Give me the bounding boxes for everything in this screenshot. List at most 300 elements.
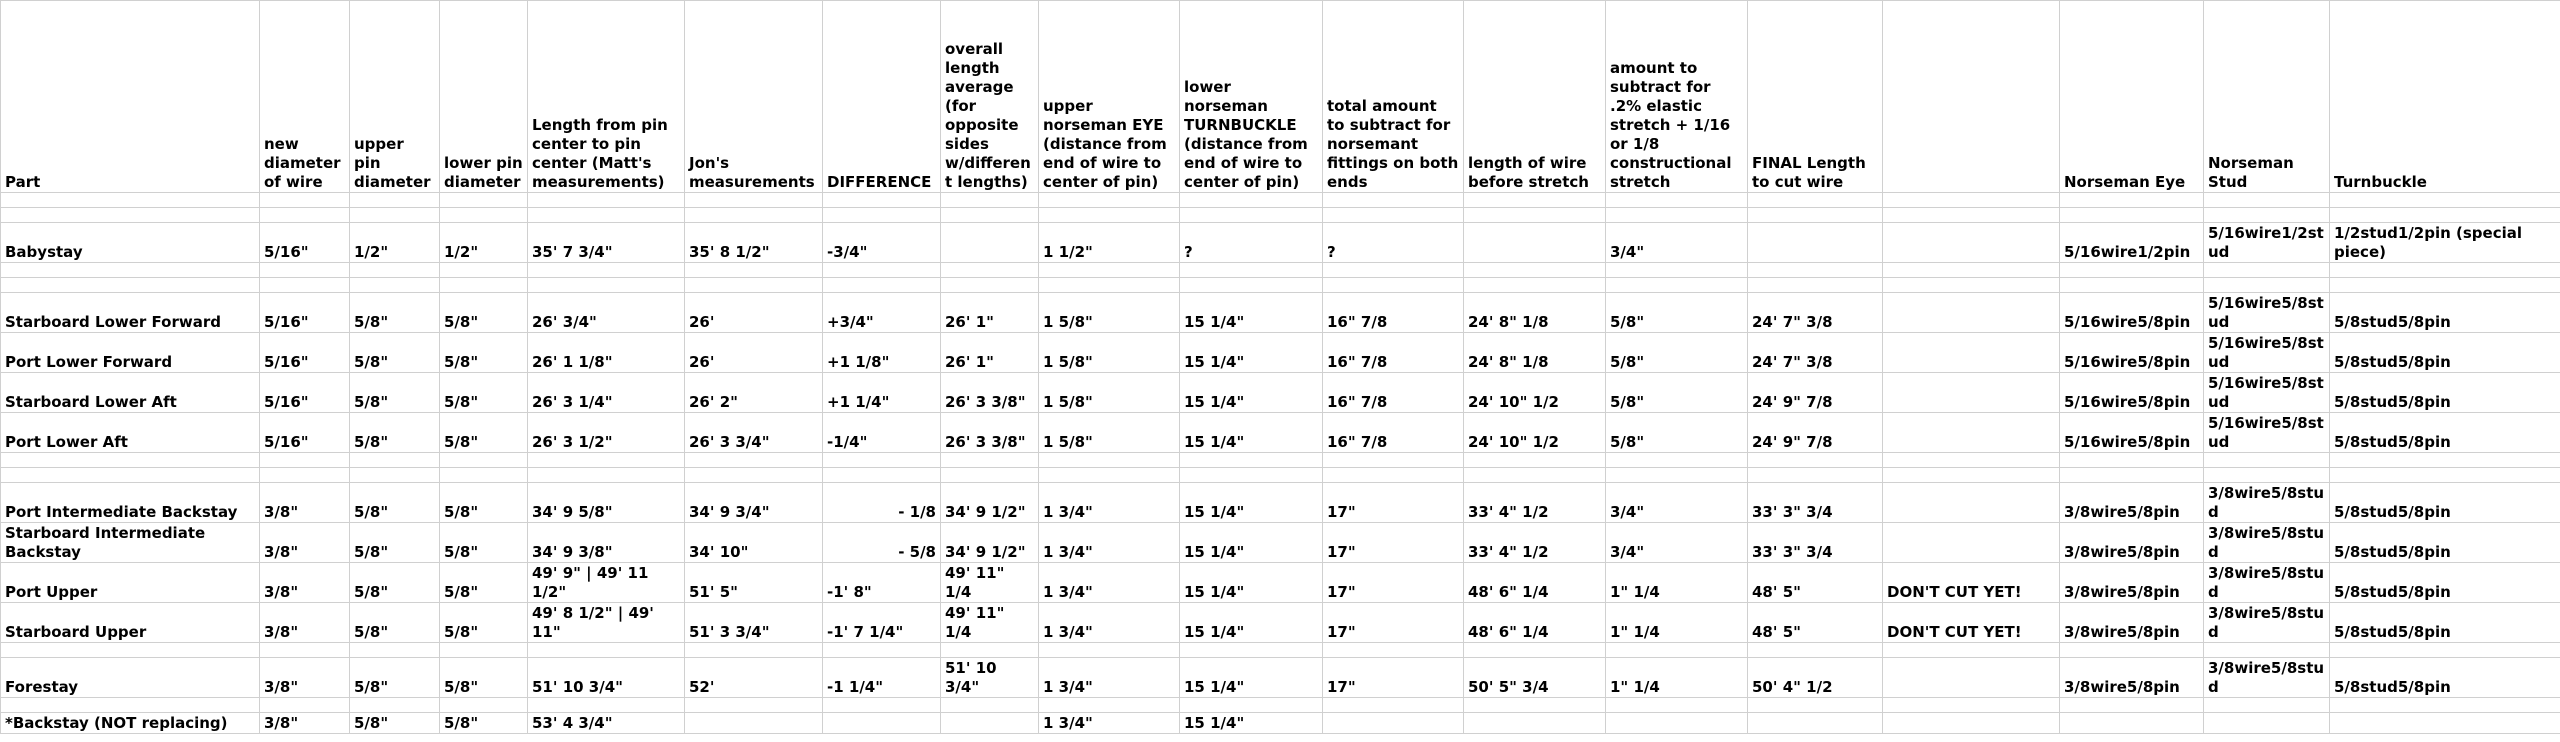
table-cell[interactable]: 5/8stud5/8pin [2330, 483, 2560, 523]
empty-cell[interactable] [941, 698, 1039, 713]
table-cell[interactable]: 24' 7" 3/8 [1748, 333, 1883, 373]
empty-cell[interactable] [1464, 208, 1606, 223]
table-cell[interactable]: 5/8" [440, 483, 528, 523]
empty-cell[interactable] [2330, 468, 2560, 483]
empty-cell[interactable] [2204, 698, 2330, 713]
table-cell[interactable]: 35' 8 1/2" [685, 223, 823, 263]
empty-cell[interactable] [941, 468, 1039, 483]
table-cell[interactable] [1883, 713, 2060, 734]
empty-cell[interactable] [941, 278, 1039, 293]
table-cell[interactable]: 5/8" [440, 713, 528, 734]
row-label-cell[interactable]: Starboard Lower Aft [1, 373, 260, 413]
empty-cell[interactable] [1606, 698, 1748, 713]
table-cell[interactable]: 5/8stud5/8pin [2330, 603, 2560, 643]
table-cell[interactable]: - 5/8 [823, 523, 941, 563]
row-label-cell[interactable]: Port Upper [1, 563, 260, 603]
table-cell[interactable]: 15 1/4" [1180, 563, 1323, 603]
table-cell[interactable]: 5/16wire5/8stud [2204, 413, 2330, 453]
empty-cell[interactable] [2060, 643, 2204, 658]
table-cell[interactable] [1606, 713, 1748, 734]
table-cell[interactable]: 15 1/4" [1180, 373, 1323, 413]
table-cell[interactable]: ? [1180, 223, 1323, 263]
empty-cell[interactable] [350, 698, 440, 713]
empty-cell[interactable] [1180, 208, 1323, 223]
empty-cell[interactable] [1180, 698, 1323, 713]
table-cell[interactable]: 1/2stud1/2pin (special piece) [2330, 223, 2560, 263]
empty-cell[interactable] [1464, 468, 1606, 483]
empty-cell[interactable] [440, 193, 528, 208]
empty-cell[interactable] [2060, 453, 2204, 468]
empty-cell[interactable] [528, 278, 685, 293]
table-cell[interactable]: 49' 8 1/2" | 49' 11" [528, 603, 685, 643]
table-cell[interactable]: 33' 4" 1/2 [1464, 523, 1606, 563]
table-cell[interactable]: 5/16wire5/8pin [2060, 293, 2204, 333]
table-cell[interactable]: 24' 10" 1/2 [1464, 413, 1606, 453]
table-cell[interactable]: 1 1/2" [1039, 223, 1180, 263]
empty-cell[interactable] [2060, 193, 2204, 208]
column-header[interactable]: amount to subtract for .2% elastic stretch + 1/16 or 1/8 constructional stretch [1606, 1, 1748, 193]
empty-cell[interactable] [260, 698, 350, 713]
table-cell[interactable] [1883, 413, 2060, 453]
table-cell[interactable]: 5/8" [440, 373, 528, 413]
table-cell[interactable]: 48' 6" 1/4 [1464, 563, 1606, 603]
empty-cell[interactable] [350, 193, 440, 208]
table-cell[interactable]: 24' 10" 1/2 [1464, 373, 1606, 413]
column-header[interactable]: upper norseman EYE (distance from end of wire to center of pin) [1039, 1, 1180, 193]
empty-cell[interactable] [1323, 208, 1464, 223]
empty-cell[interactable] [1606, 468, 1748, 483]
table-cell[interactable]: 5/8" [350, 293, 440, 333]
empty-cell[interactable] [823, 643, 941, 658]
table-cell[interactable]: 5/8" [440, 413, 528, 453]
table-cell[interactable]: 5/16" [260, 413, 350, 453]
table-cell[interactable]: 17" [1323, 563, 1464, 603]
table-cell[interactable]: 3/8wire5/8stud [2204, 523, 2330, 563]
table-cell[interactable]: 1 3/4" [1039, 713, 1180, 734]
table-cell[interactable]: 15 1/4" [1180, 293, 1323, 333]
row-label-cell[interactable]: Port Lower Aft [1, 413, 260, 453]
table-cell[interactable] [1883, 483, 2060, 523]
table-cell[interactable]: 1 3/4" [1039, 563, 1180, 603]
table-cell[interactable]: -1' 7 1/4" [823, 603, 941, 643]
table-cell[interactable]: 51' 5" [685, 563, 823, 603]
empty-cell[interactable] [1606, 208, 1748, 223]
empty-cell[interactable] [440, 468, 528, 483]
table-cell[interactable]: 5/8" [440, 658, 528, 698]
table-cell[interactable]: 17" [1323, 603, 1464, 643]
table-cell[interactable]: 16" 7/8 [1323, 413, 1464, 453]
table-cell[interactable]: 5/16" [260, 373, 350, 413]
table-cell[interactable]: 3/8wire5/8pin [2060, 563, 2204, 603]
empty-cell[interactable] [823, 193, 941, 208]
empty-cell[interactable] [941, 208, 1039, 223]
table-cell[interactable]: 1 3/4" [1039, 658, 1180, 698]
table-cell[interactable]: 5/8stud5/8pin [2330, 413, 2560, 453]
table-cell[interactable]: 26' 3 1/4" [528, 373, 685, 413]
table-cell[interactable]: 24' 7" 3/8 [1748, 293, 1883, 333]
table-cell[interactable]: 5/8" [350, 483, 440, 523]
table-cell[interactable]: 16" 7/8 [1323, 293, 1464, 333]
table-cell[interactable] [1883, 333, 2060, 373]
empty-cell[interactable] [685, 278, 823, 293]
table-cell[interactable]: 33' 4" 1/2 [1464, 483, 1606, 523]
table-cell[interactable]: -1 1/4" [823, 658, 941, 698]
empty-cell[interactable] [823, 208, 941, 223]
empty-cell[interactable] [350, 278, 440, 293]
table-cell[interactable] [823, 713, 941, 734]
table-cell[interactable]: 3/8" [260, 563, 350, 603]
empty-cell[interactable] [1180, 468, 1323, 483]
empty-cell[interactable] [528, 468, 685, 483]
table-cell[interactable]: 1/2" [440, 223, 528, 263]
table-cell[interactable]: 48' 6" 1/4 [1464, 603, 1606, 643]
empty-cell[interactable] [1464, 698, 1606, 713]
empty-cell[interactable] [1180, 278, 1323, 293]
table-cell[interactable]: 24' 9" 7/8 [1748, 413, 1883, 453]
empty-cell[interactable] [260, 208, 350, 223]
empty-cell[interactable] [528, 263, 685, 278]
empty-cell[interactable] [1464, 263, 1606, 278]
table-cell[interactable]: 34' 9 3/4" [685, 483, 823, 523]
empty-cell[interactable] [1039, 468, 1180, 483]
table-cell[interactable]: 1 3/4" [1039, 603, 1180, 643]
empty-cell[interactable] [823, 698, 941, 713]
table-cell[interactable]: 5/8" [350, 413, 440, 453]
table-cell[interactable]: 49' 11" 1/4 [941, 563, 1039, 603]
column-header[interactable]: Part [1, 1, 260, 193]
empty-cell[interactable] [685, 193, 823, 208]
column-header[interactable]: Norseman Eye [2060, 1, 2204, 193]
table-cell[interactable]: DON'T CUT YET! [1883, 563, 2060, 603]
row-label-cell[interactable]: Port Lower Forward [1, 333, 260, 373]
table-cell[interactable]: 26' 3 3/8" [941, 413, 1039, 453]
table-cell[interactable]: 5/8" [440, 333, 528, 373]
table-cell[interactable]: 5/8" [1606, 293, 1748, 333]
table-cell[interactable]: 48' 5" [1748, 603, 1883, 643]
empty-cell[interactable] [1323, 278, 1464, 293]
table-cell[interactable]: DON'T CUT YET! [1883, 603, 2060, 643]
table-cell[interactable]: 51' 10 3/4" [528, 658, 685, 698]
empty-cell[interactable] [1748, 468, 1883, 483]
table-cell[interactable]: 34' 9 3/8" [528, 523, 685, 563]
empty-cell[interactable] [260, 263, 350, 278]
column-header[interactable]: Jon's measurements [685, 1, 823, 193]
empty-cell[interactable] [1, 193, 260, 208]
table-cell[interactable]: 5/16wire1/2stud [2204, 223, 2330, 263]
table-cell[interactable]: 49' 9" | 49' 11 1/2" [528, 563, 685, 603]
table-cell[interactable]: 33' 3" 3/4 [1748, 483, 1883, 523]
table-cell[interactable]: 26' 3 3/8" [941, 373, 1039, 413]
table-cell[interactable]: 5/16wire1/2pin [2060, 223, 2204, 263]
empty-cell[interactable] [528, 193, 685, 208]
table-cell[interactable]: 1 3/4" [1039, 483, 1180, 523]
empty-cell[interactable] [1464, 643, 1606, 658]
empty-cell[interactable] [1748, 263, 1883, 278]
empty-cell[interactable] [1039, 698, 1180, 713]
empty-cell[interactable] [2204, 208, 2330, 223]
table-cell[interactable]: 15 1/4" [1180, 483, 1323, 523]
empty-cell[interactable] [1180, 453, 1323, 468]
column-header[interactable]: total amount to subtract for norsemant fittings on both ends [1323, 1, 1464, 193]
empty-cell[interactable] [528, 698, 685, 713]
table-cell[interactable]: 5/8" [350, 523, 440, 563]
table-cell[interactable]: 51' 10 3/4" [941, 658, 1039, 698]
empty-cell[interactable] [941, 263, 1039, 278]
table-cell[interactable]: 15 1/4" [1180, 333, 1323, 373]
table-cell[interactable]: 1 3/4" [1039, 523, 1180, 563]
empty-cell[interactable] [2060, 278, 2204, 293]
row-label-cell[interactable]: Starboard Lower Forward [1, 293, 260, 333]
empty-cell[interactable] [1606, 263, 1748, 278]
row-label-cell[interactable]: Starboard Upper [1, 603, 260, 643]
table-cell[interactable]: 5/8" [1606, 373, 1748, 413]
empty-cell[interactable] [1883, 643, 2060, 658]
table-cell[interactable]: 5/16wire5/8stud [2204, 333, 2330, 373]
empty-cell[interactable] [1883, 208, 2060, 223]
table-cell[interactable]: +3/4" [823, 293, 941, 333]
empty-cell[interactable] [1748, 643, 1883, 658]
table-cell[interactable] [1883, 223, 2060, 263]
empty-cell[interactable] [350, 468, 440, 483]
table-cell[interactable]: 1 5/8" [1039, 373, 1180, 413]
empty-cell[interactable] [941, 643, 1039, 658]
table-cell[interactable] [941, 223, 1039, 263]
empty-cell[interactable] [685, 643, 823, 658]
row-label-cell[interactable]: *Backstay (NOT replacing) [1, 713, 260, 734]
empty-cell[interactable] [2060, 468, 2204, 483]
table-cell[interactable] [1464, 223, 1606, 263]
table-cell[interactable]: 34' 9 5/8" [528, 483, 685, 523]
empty-cell[interactable] [1748, 208, 1883, 223]
table-cell[interactable]: 5/8" [350, 373, 440, 413]
empty-cell[interactable] [2060, 263, 2204, 278]
table-cell[interactable]: 17" [1323, 658, 1464, 698]
empty-cell[interactable] [440, 453, 528, 468]
table-cell[interactable]: +1 1/4" [823, 373, 941, 413]
empty-cell[interactable] [2204, 468, 2330, 483]
empty-cell[interactable] [1606, 193, 1748, 208]
column-header[interactable]: Turnbuckle [2330, 1, 2560, 193]
table-cell[interactable]: 5/16wire5/8pin [2060, 333, 2204, 373]
table-cell[interactable]: 15 1/4" [1180, 713, 1323, 734]
empty-cell[interactable] [685, 263, 823, 278]
column-header[interactable]: overall length average (for opposite sides w/different lengths) [941, 1, 1039, 193]
table-cell[interactable]: 50' 5" 3/4 [1464, 658, 1606, 698]
table-cell[interactable]: 26' 2" [685, 373, 823, 413]
empty-cell[interactable] [1606, 453, 1748, 468]
table-cell[interactable]: 1 5/8" [1039, 293, 1180, 333]
table-cell[interactable]: 24' 8" 1/8 [1464, 293, 1606, 333]
table-cell[interactable] [1748, 713, 1883, 734]
table-cell[interactable]: 26' [685, 333, 823, 373]
empty-cell[interactable] [685, 468, 823, 483]
table-cell[interactable]: 1" 1/4 [1606, 563, 1748, 603]
empty-cell[interactable] [685, 698, 823, 713]
table-cell[interactable]: -1' 8" [823, 563, 941, 603]
table-cell[interactable]: 26' 1" [941, 293, 1039, 333]
table-cell[interactable]: 5/8stud5/8pin [2330, 333, 2560, 373]
table-cell[interactable] [941, 713, 1039, 734]
table-cell[interactable]: 5/8" [440, 523, 528, 563]
table-cell[interactable]: 15 1/4" [1180, 603, 1323, 643]
column-header[interactable]: FINAL Length to cut wire [1748, 1, 1883, 193]
empty-cell[interactable] [1039, 643, 1180, 658]
empty-cell[interactable] [260, 278, 350, 293]
table-cell[interactable]: 5/16" [260, 223, 350, 263]
table-cell[interactable]: 15 1/4" [1180, 413, 1323, 453]
empty-cell[interactable] [685, 453, 823, 468]
table-cell[interactable]: 3/8" [260, 658, 350, 698]
table-cell[interactable]: -3/4" [823, 223, 941, 263]
empty-cell[interactable] [1883, 193, 2060, 208]
empty-cell[interactable] [2330, 643, 2560, 658]
column-header[interactable] [1883, 1, 2060, 193]
empty-cell[interactable] [1748, 698, 1883, 713]
table-cell[interactable]: 5/8" [440, 563, 528, 603]
empty-cell[interactable] [350, 208, 440, 223]
empty-cell[interactable] [440, 278, 528, 293]
empty-cell[interactable] [941, 453, 1039, 468]
table-cell[interactable]: 3/8wire5/8pin [2060, 603, 2204, 643]
table-cell[interactable]: 26' 1" [941, 333, 1039, 373]
empty-cell[interactable] [2204, 193, 2330, 208]
table-cell[interactable]: 24' 8" 1/8 [1464, 333, 1606, 373]
empty-cell[interactable] [1039, 193, 1180, 208]
empty-cell[interactable] [2060, 698, 2204, 713]
table-cell[interactable]: 5/8" [350, 603, 440, 643]
table-cell[interactable]: 5/16wire5/8stud [2204, 293, 2330, 333]
table-cell[interactable]: -1/4" [823, 413, 941, 453]
empty-cell[interactable] [1464, 278, 1606, 293]
empty-cell[interactable] [1323, 193, 1464, 208]
table-cell[interactable]: 5/8" [350, 333, 440, 373]
empty-cell[interactable] [1039, 453, 1180, 468]
table-cell[interactable]: 5/8stud5/8pin [2330, 523, 2560, 563]
table-cell[interactable]: 5/8" [1606, 413, 1748, 453]
empty-cell[interactable] [1, 263, 260, 278]
table-cell[interactable]: 3/8" [260, 523, 350, 563]
empty-cell[interactable] [1180, 263, 1323, 278]
empty-cell[interactable] [440, 643, 528, 658]
table-cell[interactable]: 3/8wire5/8stud [2204, 563, 2330, 603]
empty-cell[interactable] [1, 643, 260, 658]
table-cell[interactable]: 3/8wire5/8pin [2060, 523, 2204, 563]
table-cell[interactable]: 26' 3 1/2" [528, 413, 685, 453]
table-cell[interactable]: 48' 5" [1748, 563, 1883, 603]
row-label-cell[interactable]: Forestay [1, 658, 260, 698]
table-cell[interactable]: ? [1323, 223, 1464, 263]
table-cell[interactable]: 3/8wire5/8stud [2204, 483, 2330, 523]
empty-cell[interactable] [1323, 698, 1464, 713]
empty-cell[interactable] [2330, 453, 2560, 468]
table-cell[interactable]: 5/8" [440, 603, 528, 643]
table-cell[interactable]: 1" 1/4 [1606, 603, 1748, 643]
empty-cell[interactable] [260, 193, 350, 208]
table-cell[interactable] [1748, 223, 1883, 263]
empty-cell[interactable] [2330, 278, 2560, 293]
empty-cell[interactable] [350, 453, 440, 468]
table-cell[interactable]: 15 1/4" [1180, 658, 1323, 698]
table-cell[interactable]: 1" 1/4 [1606, 658, 1748, 698]
empty-cell[interactable] [440, 208, 528, 223]
table-cell[interactable]: 3/8wire5/8stud [2204, 658, 2330, 698]
row-label-cell[interactable]: Port Intermediate Backstay [1, 483, 260, 523]
empty-cell[interactable] [1180, 643, 1323, 658]
column-header[interactable]: new diameter of wire [260, 1, 350, 193]
empty-cell[interactable] [1883, 468, 2060, 483]
empty-cell[interactable] [1464, 193, 1606, 208]
table-cell[interactable]: 3/8" [260, 483, 350, 523]
table-cell[interactable]: 5/8" [350, 563, 440, 603]
table-cell[interactable]: 49' 11" 1/4 [941, 603, 1039, 643]
table-cell[interactable]: 3/8wire5/8pin [2060, 658, 2204, 698]
empty-cell[interactable] [2330, 263, 2560, 278]
empty-cell[interactable] [2204, 453, 2330, 468]
table-cell[interactable]: 26' [685, 293, 823, 333]
table-cell[interactable]: 3/4" [1606, 223, 1748, 263]
table-cell[interactable]: 17" [1323, 483, 1464, 523]
empty-cell[interactable] [1323, 643, 1464, 658]
empty-cell[interactable] [1883, 453, 2060, 468]
table-cell[interactable] [2204, 713, 2330, 734]
table-cell[interactable] [685, 713, 823, 734]
empty-cell[interactable] [2204, 278, 2330, 293]
table-cell[interactable]: 5/8stud5/8pin [2330, 373, 2560, 413]
empty-cell[interactable] [1039, 263, 1180, 278]
empty-cell[interactable] [528, 643, 685, 658]
empty-cell[interactable] [823, 278, 941, 293]
empty-cell[interactable] [2204, 263, 2330, 278]
empty-cell[interactable] [1323, 453, 1464, 468]
table-cell[interactable]: 3/8" [260, 603, 350, 643]
table-cell[interactable] [2330, 713, 2560, 734]
empty-cell[interactable] [260, 468, 350, 483]
empty-cell[interactable] [350, 263, 440, 278]
table-cell[interactable]: 5/8" [350, 713, 440, 734]
table-cell[interactable]: 5/8stud5/8pin [2330, 658, 2560, 698]
empty-cell[interactable] [823, 263, 941, 278]
table-cell[interactable]: 53' 4 3/4" [528, 713, 685, 734]
table-cell[interactable]: 5/8" [350, 658, 440, 698]
table-cell[interactable]: +1 1/8" [823, 333, 941, 373]
table-cell[interactable]: 52' [685, 658, 823, 698]
empty-cell[interactable] [1883, 698, 2060, 713]
table-cell[interactable]: 3/8wire5/8stud [2204, 603, 2330, 643]
empty-cell[interactable] [1039, 278, 1180, 293]
empty-cell[interactable] [260, 643, 350, 658]
table-cell[interactable]: 5/8stud5/8pin [2330, 563, 2560, 603]
table-cell[interactable]: 51' 3 3/4" [685, 603, 823, 643]
table-cell[interactable]: 5/16" [260, 333, 350, 373]
table-cell[interactable]: 35' 7 3/4" [528, 223, 685, 263]
empty-cell[interactable] [2330, 193, 2560, 208]
table-cell[interactable]: 5/16wire5/8pin [2060, 413, 2204, 453]
empty-cell[interactable] [1, 698, 260, 713]
table-cell[interactable] [1883, 373, 2060, 413]
empty-cell[interactable] [2330, 698, 2560, 713]
empty-cell[interactable] [2060, 208, 2204, 223]
table-cell[interactable]: 15 1/4" [1180, 523, 1323, 563]
empty-cell[interactable] [1606, 278, 1748, 293]
column-header[interactable]: lower norseman TURNBUCKLE (distance from end of wire to center of pin) [1180, 1, 1323, 193]
table-cell[interactable]: 34' 9 1/2" [941, 523, 1039, 563]
empty-cell[interactable] [528, 453, 685, 468]
empty-cell[interactable] [1748, 193, 1883, 208]
table-cell[interactable] [1883, 293, 2060, 333]
column-header[interactable]: length of wire before stretch [1464, 1, 1606, 193]
empty-cell[interactable] [941, 193, 1039, 208]
table-cell[interactable]: 16" 7/8 [1323, 373, 1464, 413]
